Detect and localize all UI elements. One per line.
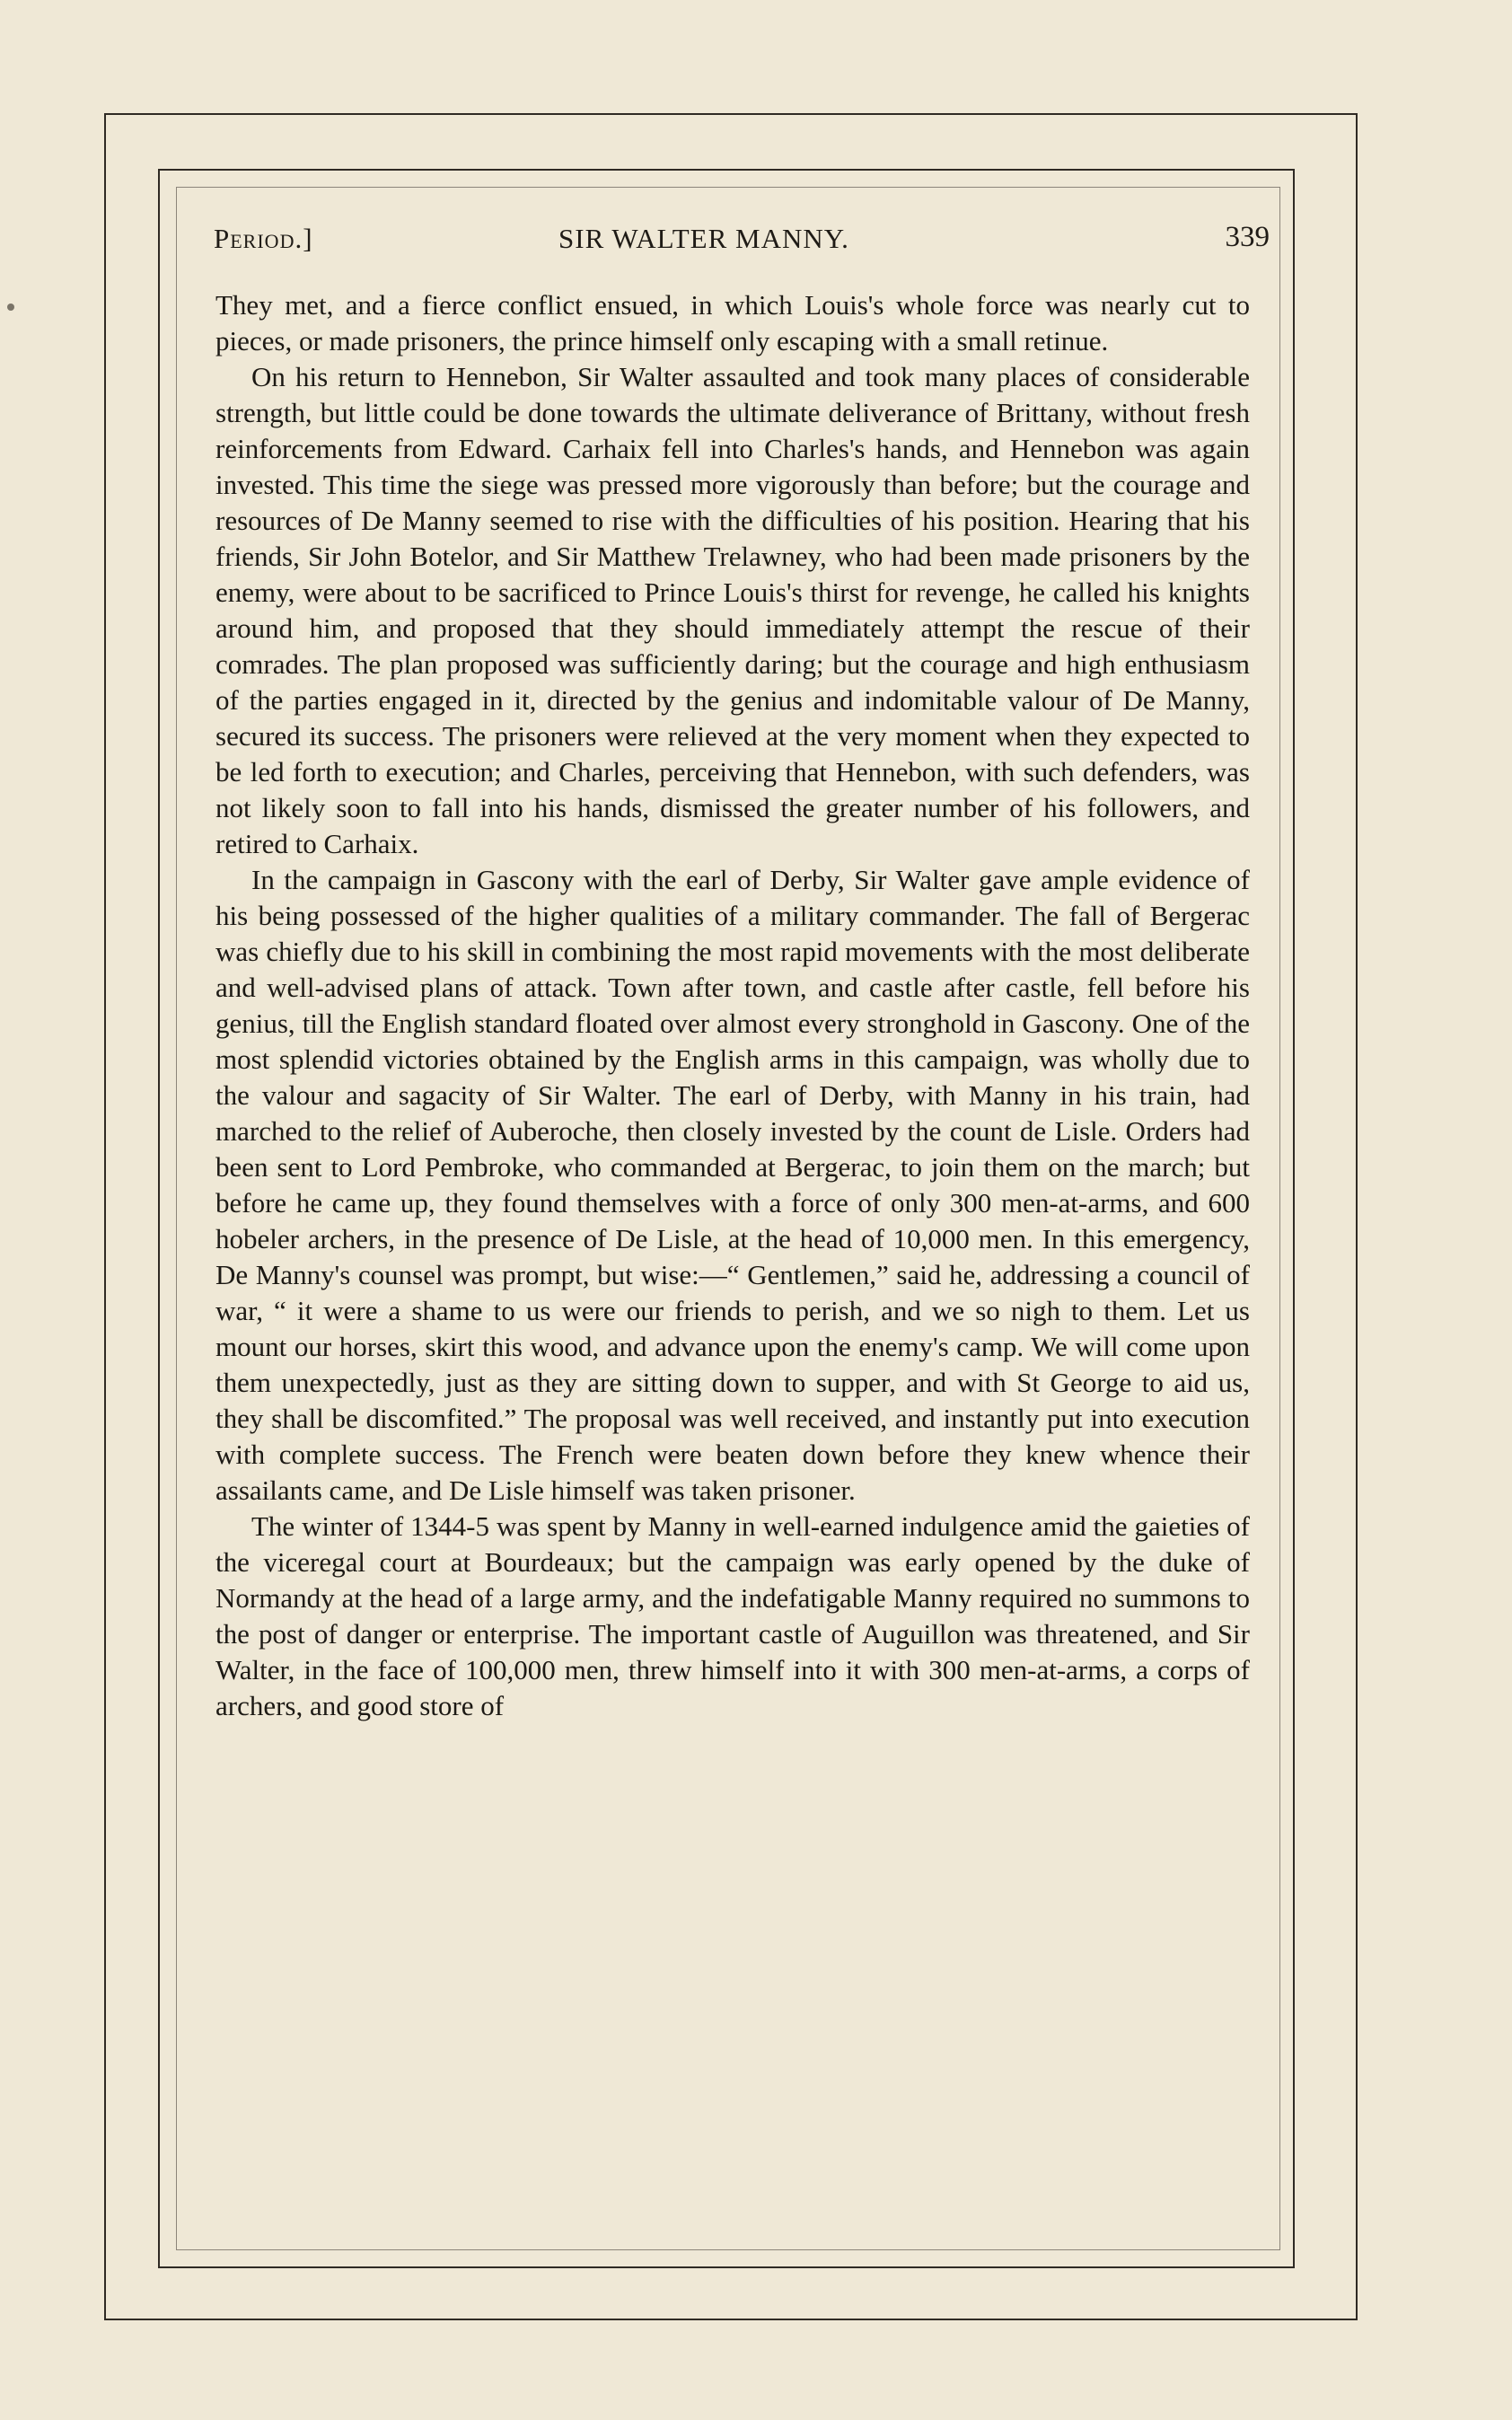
paragraph: The winter of 1344-5 was spent by Manny in well-earned indulgence amid the gaieties of the viceregal court at Bourdeaux; but the campaign was early opened by the duke of Normandy at the head of a large army, and the indefatigable Manny required no summons to the post of danger or enterprise. The important castle of Auguillon was threatened, and Sir Walter, in the face of 100,000 men, threw himself into it with 300 men-at-arms, a corps of archers, and good store of (215, 1510, 1250, 1721)
running-header (214, 219, 1288, 262)
header-period: Period.] (214, 223, 313, 254)
paragraph: They met, and a fierce conflict ensued, in which Louis's whole force was nearly cut to pieces, or made prisoners, the prince himself only escaping with a small retinue. (215, 289, 1250, 356)
paragraph: On his return to Hennebon, Sir Walter assaulted and took many places of considerable strength, but little could be done towards the ultimate deliverance of Brittany, without fresh reinforcements from Edward. Carhaix fell into Charles's hands, and Hennebon was again invested. This time the siege was pressed more vigorously than before; but the courage and resources of De Manny seemed to rise with the difficulties of his position. Hearing that his friends, Sir John Botelor, and Sir Matthew Trelawney, who had been made prisoners by the enemy, were about to be sacrificed to Prince Louis's thirst for revenge, he called his knights around him, and proposed that they should immediately attempt the rescue of their comrades. The plan proposed was sufficiently daring; but the courage and high enthusiasm of the parties engaged in it, directed by the genius and indomitable valour of De Manny, secured its success. The prisoners were relieved at the very moment when they expected to be led forth to execution; and Charles, perceiving that Hennebon, with such defenders, was not likely soon to fall into his hands, dismissed the greater number of his followers, and retired to Carhaix. (215, 361, 1250, 859)
header-title: SIR WALTER MANNY. (558, 223, 849, 254)
page-number: 339 (1225, 221, 1270, 253)
margin-speck (7, 304, 14, 311)
paragraph: In the campaign in Gascony with the earl of Derby, Sir Walter gave ample evidence of his being possessed of the higher qualities of a military commander. The fall of Bergerac was chiefly due to his skill in combining the most rapid movements with the most deliberate and well-advised plans of attack. Town after town, and castle after castle, fell before his genius, till the English standard floated over almost every stronghold in Gascony. One of the most splendid victories obtained by the English arms in this campaign, was wholly due to the valour and sagacity of Sir Walter. The earl of Derby, with Manny in his train, had marched to the relief of Auberoche, then closely invested by the count de Lisle. Orders had been sent to Lord Pembroke, who commanded at Bergerac, to join them on the march; but before he came up, they found themselves with a force of only 300 men-at-arms, and 600 hobeler archers, in the presence of De Lisle, at the head of 10,000 men. In this emergency, De Manny's counsel was prompt, but wise:—“ Gentlemen,” said he, addressing a council of war, “ it were a shame to us were our friends to perish, and we so nigh to them. Let us mount our horses, skirt this wood, and advance upon the enemy's camp. We will come upon them unexpectedly, just as they are sitting down to supper, and with St George to aid us, they shall be discomfited.” The proposal was well received, and instantly put into execution with complete success. The French were beaten down before they knew whence their assailants came, and De Lisle himself was taken prisoner. (215, 864, 1250, 1506)
body-text (215, 287, 1250, 1724)
